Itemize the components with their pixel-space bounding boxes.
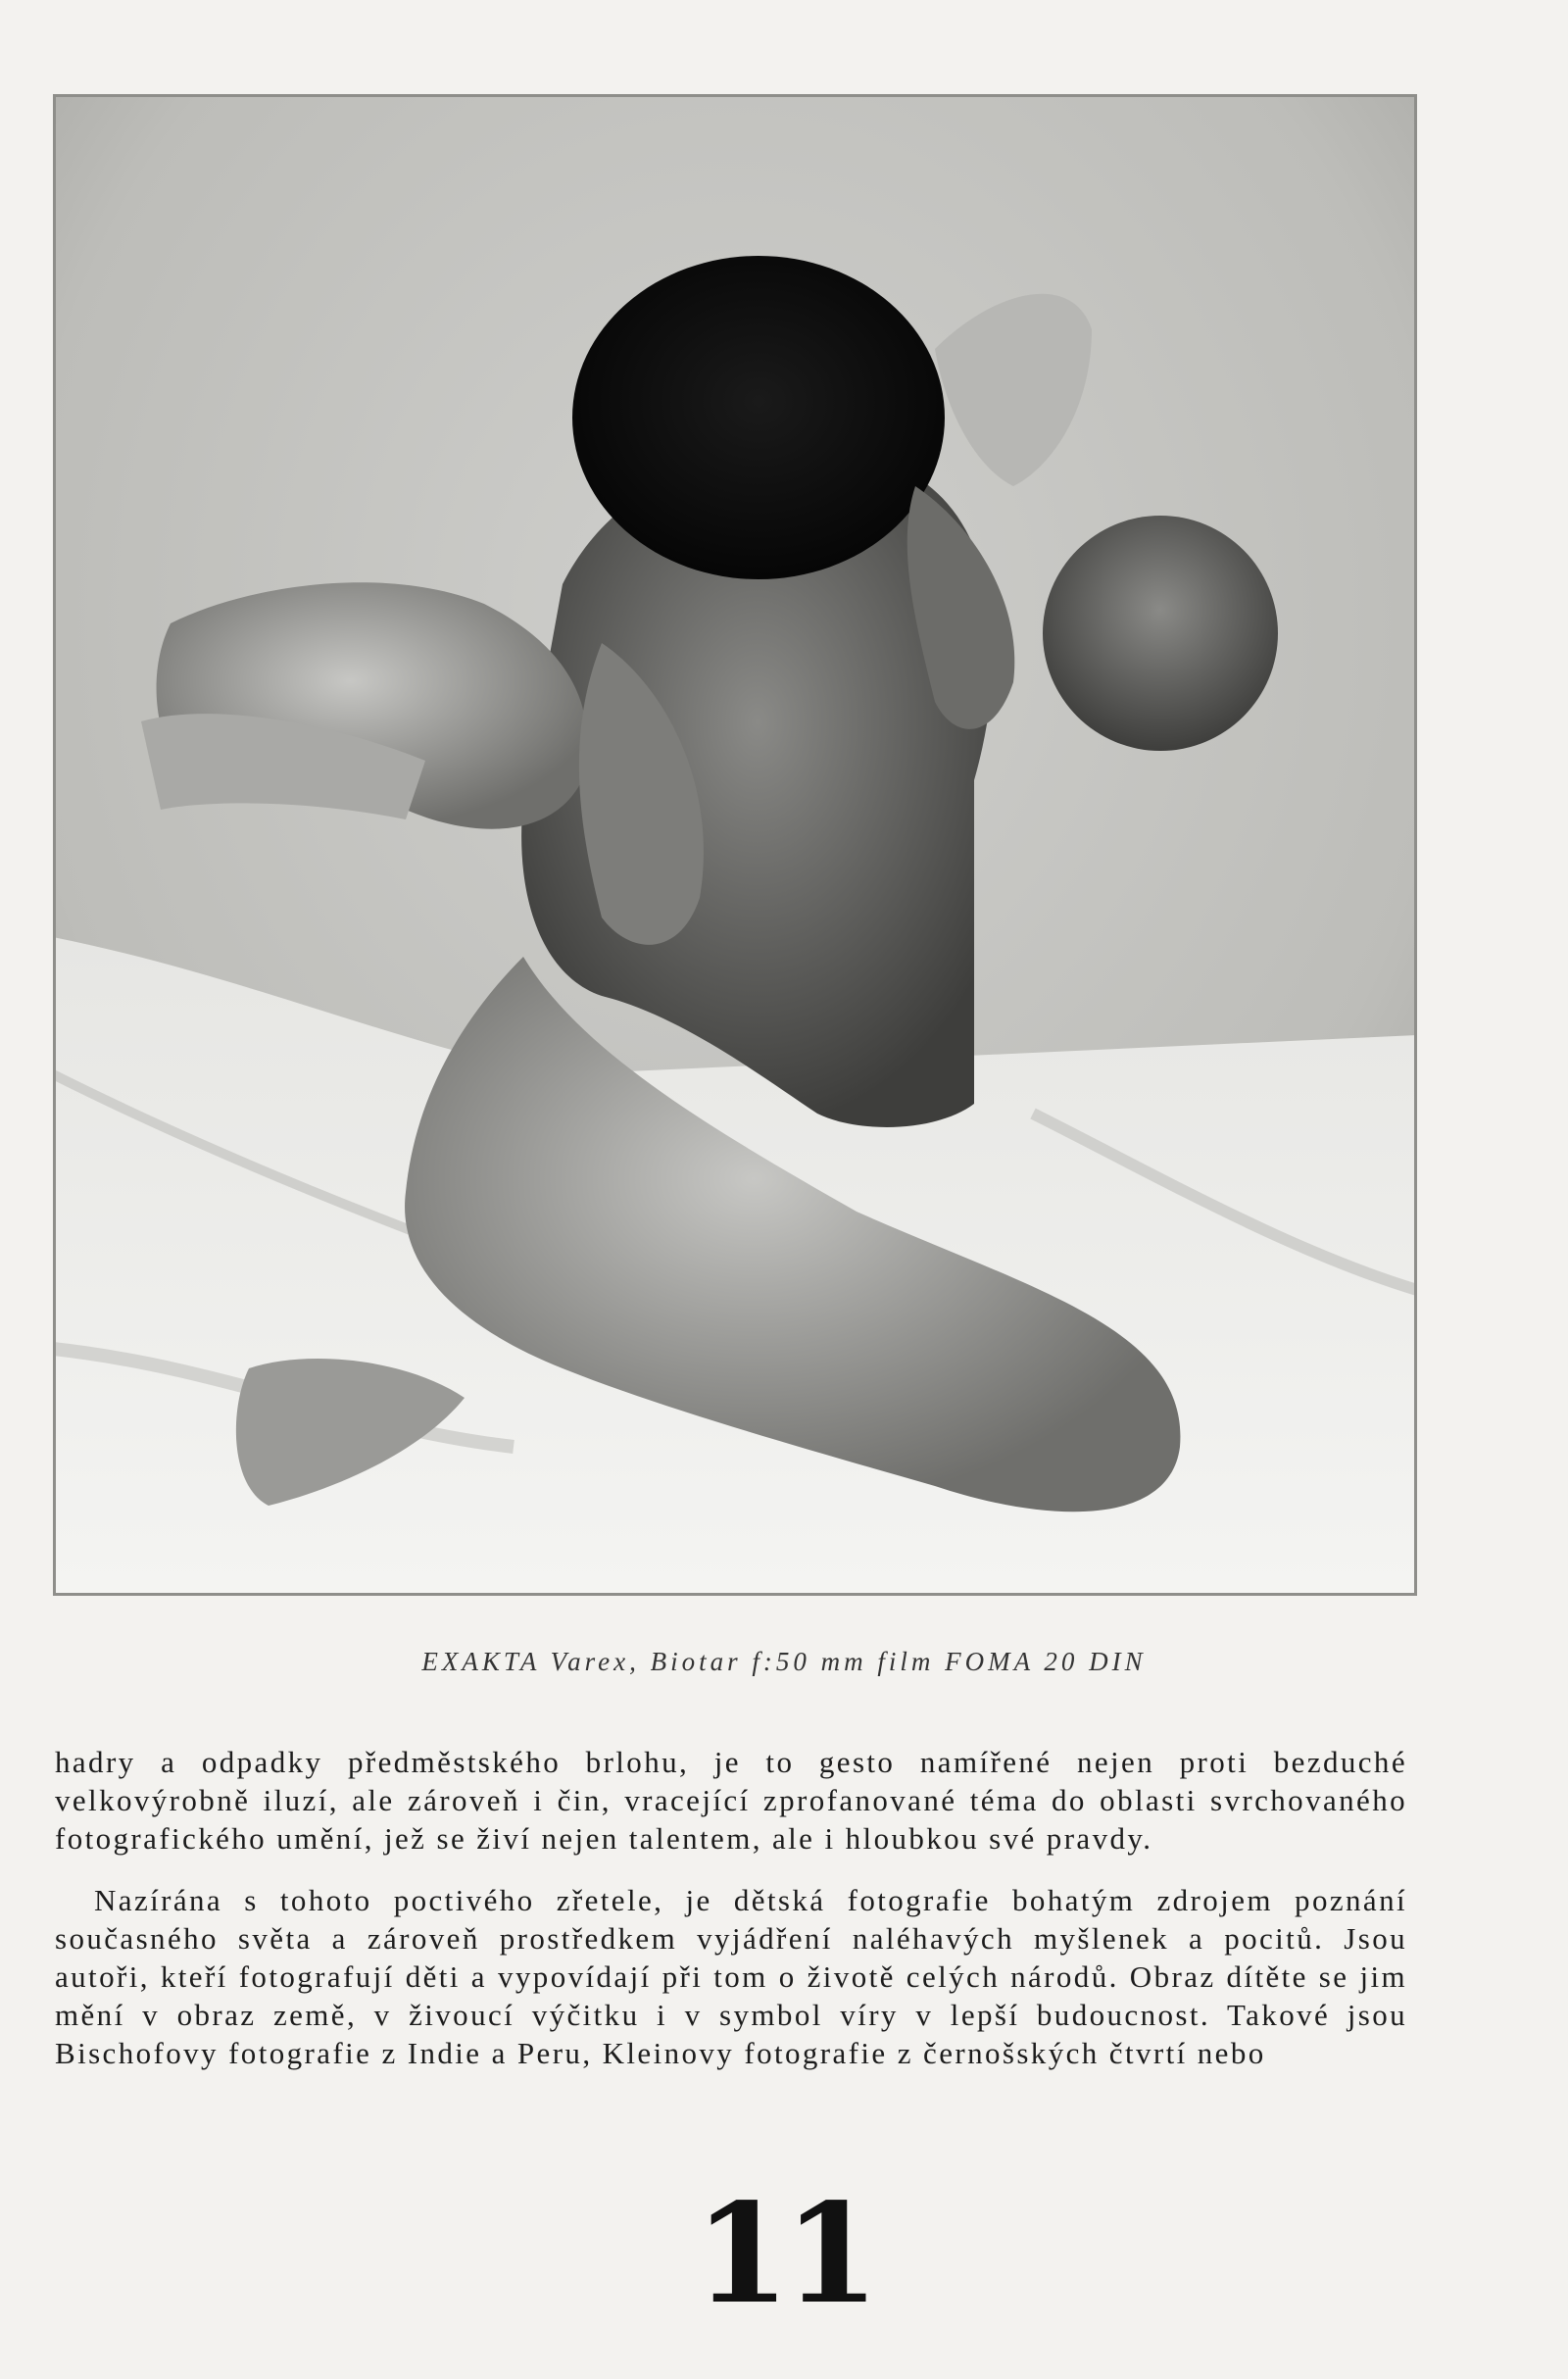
photo-caption: EXAKTA Varex, Biotar f:50 mm film FOMA 20 DIN (421, 1647, 1147, 1676)
article-text (55, 1743, 1407, 2096)
page-number: 11 (694, 2174, 874, 2335)
paragraph-1: hadry a odpadky předměstského brlohu, je to gesto namířené nejen proti bezduché velkovýrobně iluzí, ale zároveň i čin, vracející zprofanované téma do oblasti svrchovaného fotografického umění, jež se živí nejen talentem, ale i hloubkou své pravdy. (55, 1745, 1407, 1856)
paragraph-2: Nazírána s tohoto poctivého zřetele, je dětská fotografie bohatým zdrojem poznání současného světa a zároveň prostředkem vyjádření naléhavých myšlenek a pocitů. Jsou autoři, kteří fotografují děti a vypovídají při tom o životě celých národů. Obraz dítěte se jim mění v obraz země, v živoucí výčitku i v symbol víry v lepší budoucnost. Takové jsou Bischofovy fotografie z Indie a Peru, Kleinovy fotografie z černošských čtvrtí nebo (55, 1883, 1407, 2070)
photo-image (53, 94, 1417, 1596)
photograph (53, 94, 1417, 1596)
